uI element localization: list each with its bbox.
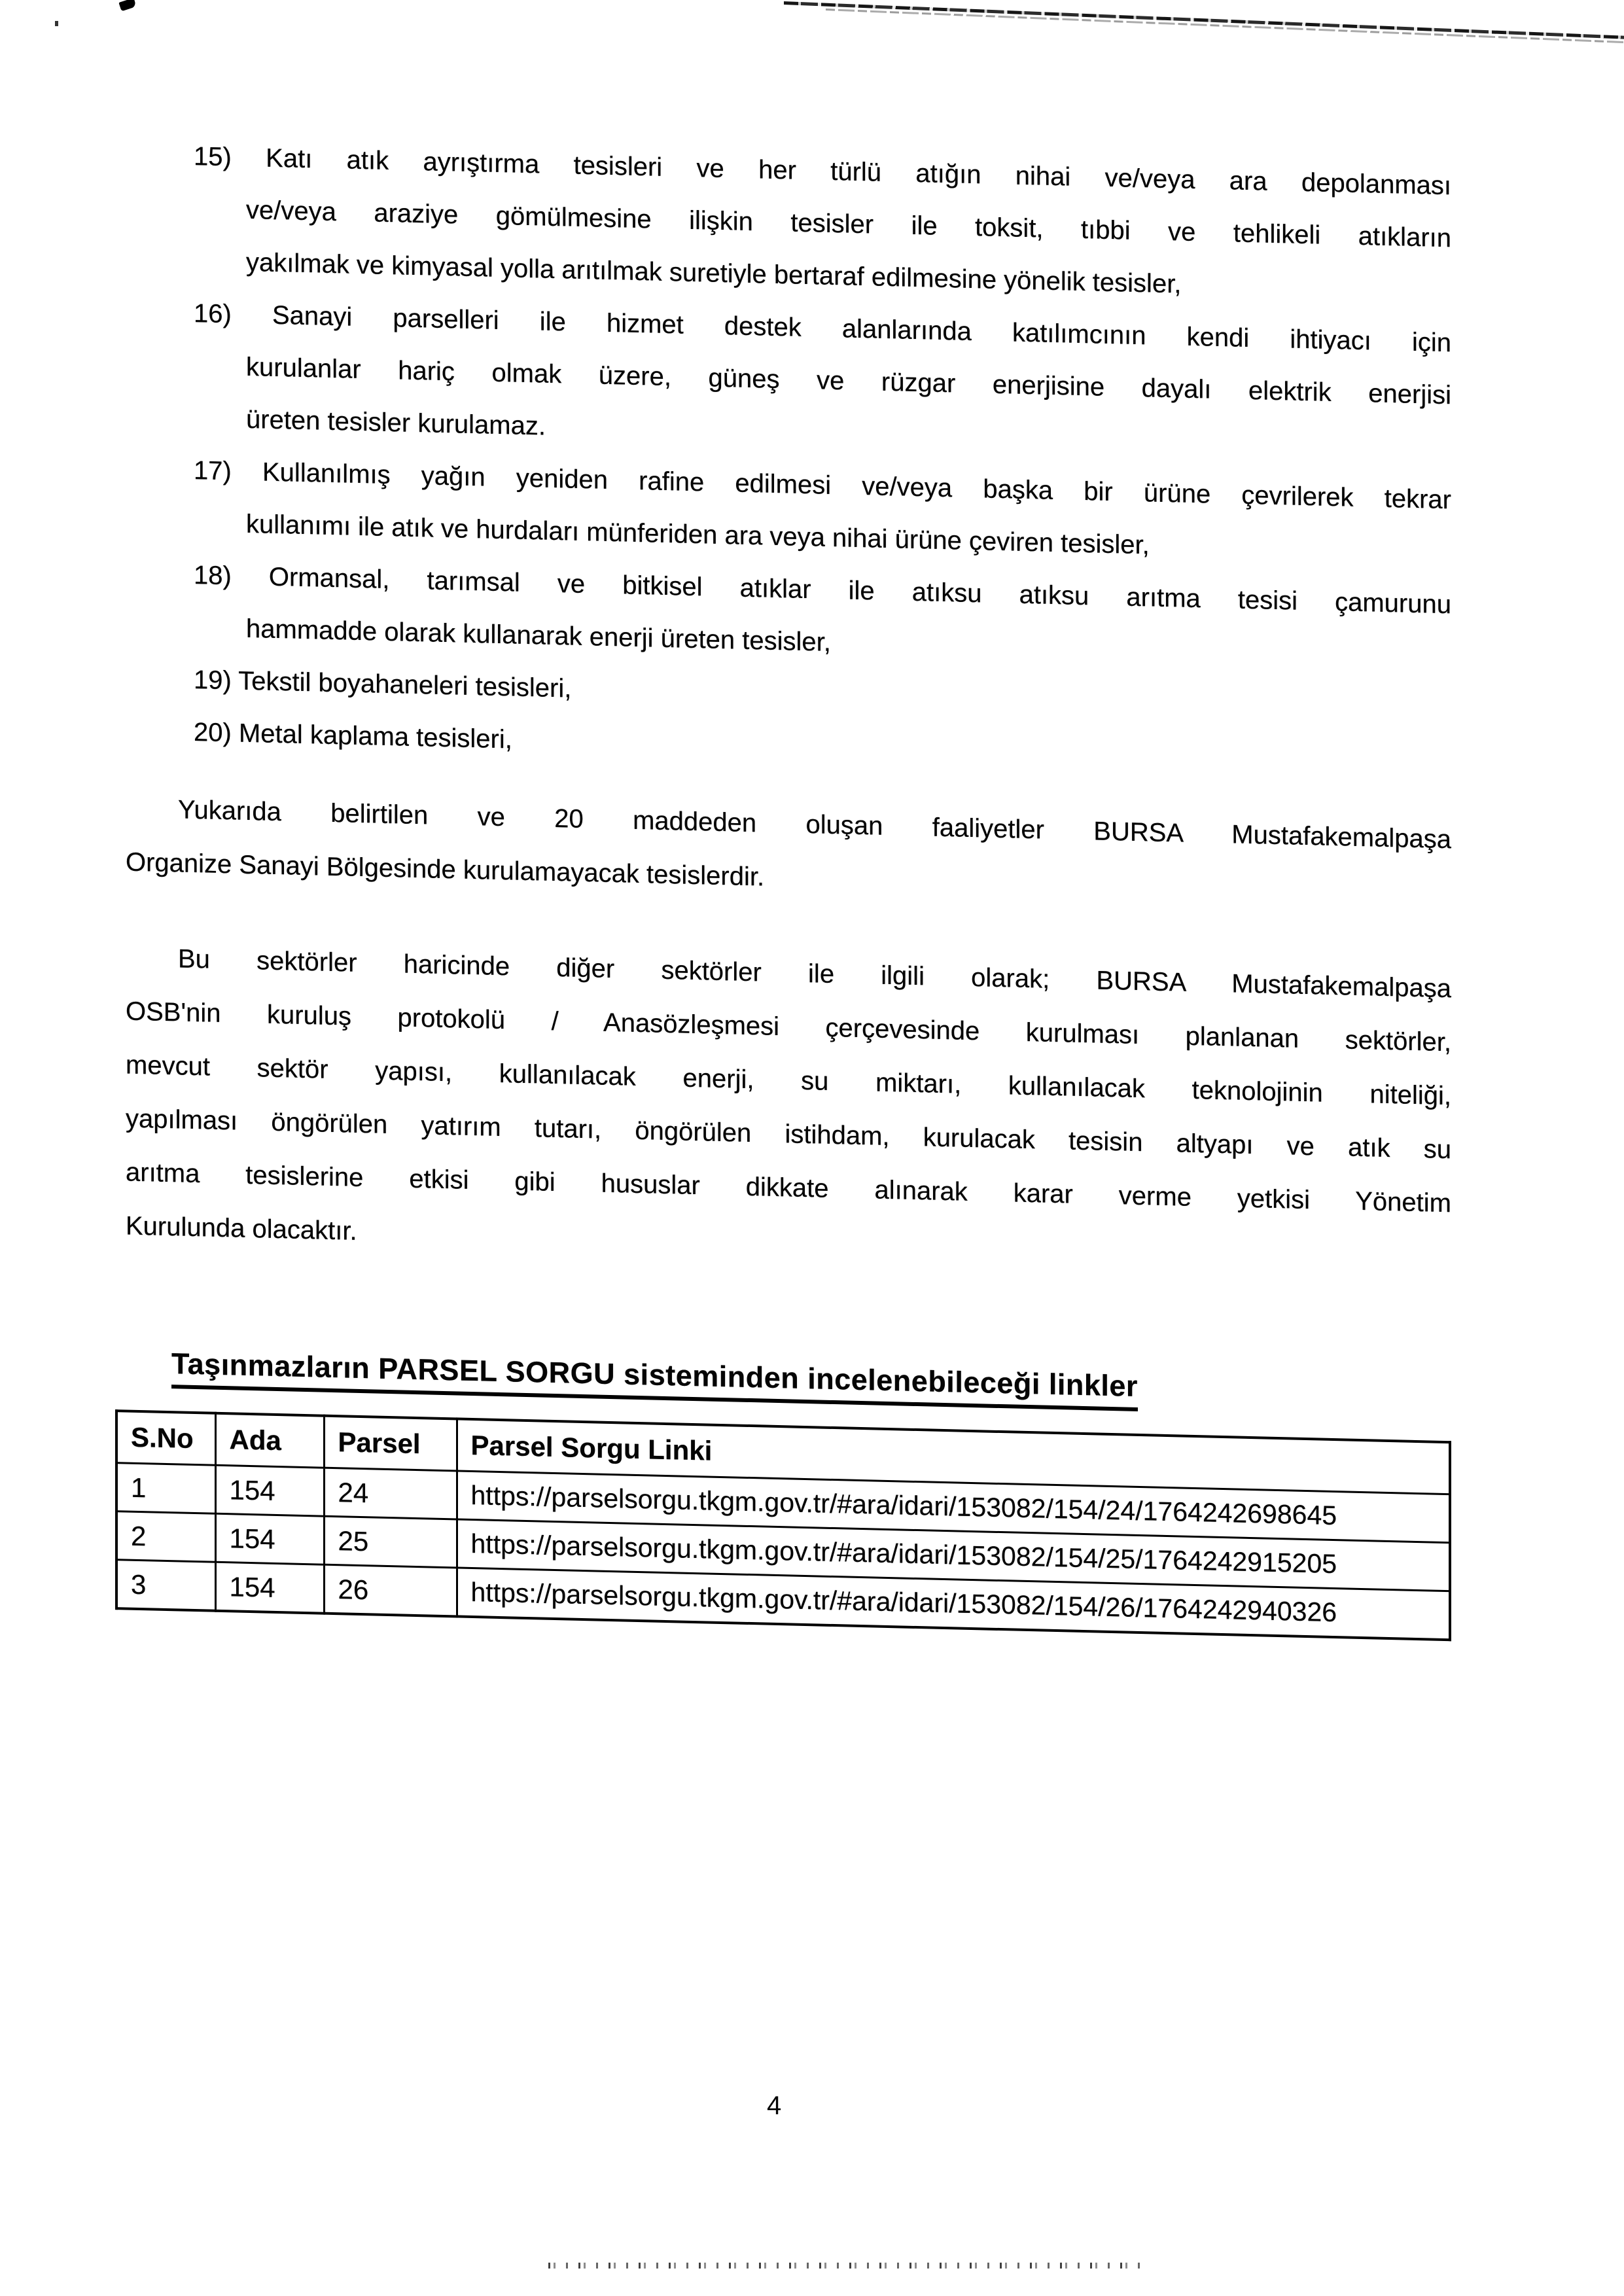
item-line: üreten tesisler kurulamaz.	[246, 404, 546, 441]
table-header-sno: S.No	[116, 1411, 215, 1465]
table-header-link: Parsel Sorgu Linki	[457, 1419, 1450, 1494]
paragraph-line: mevcut sektör yapısı, kullanılacak enerji, su miktarı, kullanılacak teknolojinin niteliği,	[126, 1050, 1451, 1111]
table-header-ada: Ada	[215, 1413, 324, 1468]
item-line: kullanımı ile atık ve hurdaları münferiden ara veya nihai ürüne çeviren tesisler,	[246, 509, 1150, 560]
table-cell-sno: 2	[116, 1511, 215, 1563]
table-cell-ada: 154	[215, 1465, 324, 1516]
item-number: 19)	[194, 665, 232, 696]
item-text: Kullanılmış yağın yeniden rafine edilmesi ve/veya başka bir ürüne çevrilerek tekrar	[262, 457, 1451, 515]
table-header-parsel: Parsel	[324, 1416, 457, 1471]
table-cell-parsel: 26	[324, 1564, 457, 1616]
item-text: Katı atık ayrıştırma tesisleri ve her türlü atığın nihai ve/veya ara depolanması	[266, 143, 1451, 201]
item-text: Tekstil boyahaneleri tesisleri,	[238, 666, 572, 703]
item-text: Metal kaplama tesisleri,	[238, 718, 512, 754]
paragraph-line: yapılması öngörülen yatırım tutarı, öngörülen istihdam, kurulacak tesisin altyapı ve atık su	[126, 1104, 1451, 1165]
table-cell-parsel: 25	[324, 1516, 457, 1568]
section-heading-text: Taşınmazların PARSEL SORGU sisteminden incelenebileceği linkler	[171, 1347, 1138, 1411]
item-line: ve/veya araziye gömülmesine ilişkin tesisler ile toksit, tıbbi ve tehlikeli atıkların	[246, 195, 1451, 253]
table-cell-ada: 154	[215, 1513, 324, 1564]
table-cell-parsel: 24	[324, 1468, 457, 1519]
item-line: hammadde olarak kullanarak enerji üreten tesisler,	[246, 614, 831, 657]
table-cell-ada: 154	[215, 1562, 324, 1613]
paragraph-line: Kurulunda olacaktır.	[126, 1211, 357, 1246]
paragraph-line: Yukarıda belirtilen ve 20 maddeden oluşan faaliyetler BURSA Mustafakemalpaşa	[178, 795, 1451, 855]
paragraph-line: arıtma tesislerine etkisi gibi hususlar dikkate alınarak karar verme yetkisi Yönetim	[126, 1157, 1451, 1218]
paragraph-line: OSB'nin kuruluş protokolü / Anasözleşmesi çerçevesinde kurulması planlanan sektörler,	[126, 997, 1451, 1057]
paragraph-line: Organize Sanayi Bölgesinde kurulamayacak tesislerdir.	[126, 847, 765, 892]
item-text: Sanayi parselleri ile hizmet destek alanlarında katılımcının kendi ihtiyacı için	[272, 300, 1451, 358]
table-cell-sno: 3	[116, 1560, 215, 1611]
item-number: 18)	[194, 560, 232, 591]
item-text: Ormansal, tarımsal ve bitkisel atıklar ile atıksu atıksu arıtma tesisi çamurunu	[268, 562, 1451, 620]
item-number: 15)	[194, 141, 232, 172]
table-cell-sno: 1	[116, 1463, 215, 1514]
paragraph-line: Bu sektörler haricinde diğer sektörler ile ilgili olarak; BURSA Mustafakemalpaşa	[178, 944, 1451, 1004]
item-number: 16)	[194, 298, 232, 329]
page-number: 4	[767, 2091, 782, 2120]
item-number: 20)	[194, 717, 232, 748]
table-cell-link: https://parselsorgu.tkgm.gov.tr/#ara/idari/153082/154/25/1764242915205	[457, 1519, 1450, 1591]
item-line: kurulanlar hariç olmak üzere, güneş ve rüzgar enerjisine dayalı elektrik enerjisi	[246, 352, 1451, 410]
prohibited-facilities-list	[0, 126, 1624, 792]
table-cell-link: https://parselsorgu.tkgm.gov.tr/#ara/idari/153082/154/26/1764242940326	[457, 1568, 1450, 1640]
other-sectors-paragraph	[0, 928, 1624, 1288]
parcel-links-table	[115, 1409, 1451, 1641]
item-line: yakılmak ve kimyasal yolla arıtılmak suretiyle bertaraf edilmesine yönelik tesisler,	[246, 247, 1182, 299]
section-heading	[171, 1347, 1624, 1422]
summary-paragraph	[0, 779, 1624, 924]
scan-artifact-bottom-dotted-line	[548, 2263, 1140, 2269]
item-number: 17)	[194, 455, 232, 486]
table-cell-link: https://parselsorgu.tkgm.gov.tr/#ara/idari/153082/154/24/1764242698645	[457, 1471, 1450, 1543]
